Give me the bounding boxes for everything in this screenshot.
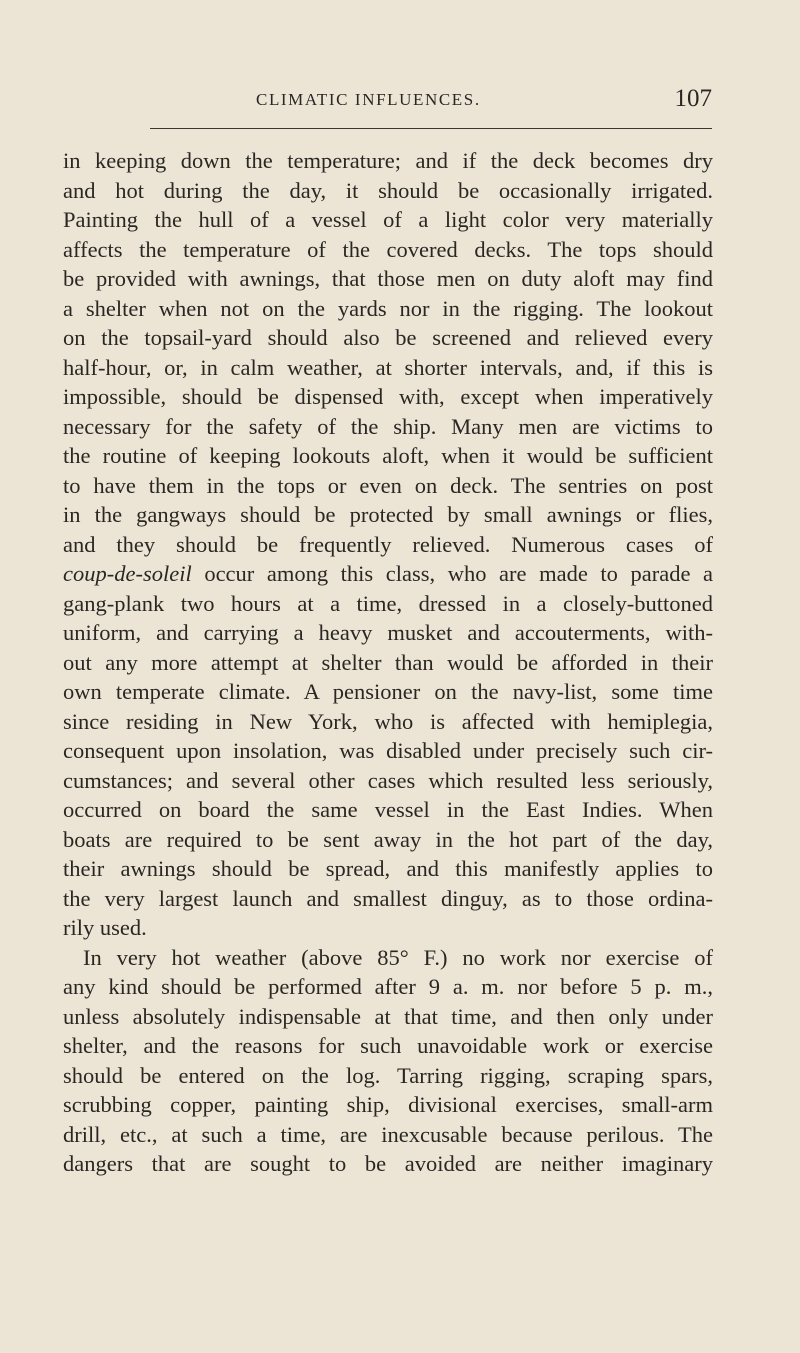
text-line: half-hour, or, in calm weather, at shorter intervals, and, if this is bbox=[63, 354, 713, 380]
text-line: impossible, should be dispensed with, except when imperatively bbox=[63, 384, 713, 409]
body-text bbox=[63, 146, 713, 1179]
text-line: the very largest launch and smallest dinguy, as to those ordina- bbox=[63, 885, 713, 911]
text-line: boats are required to be sent away in the hot part of the day, bbox=[63, 826, 713, 852]
text-line: the routine of keeping lookouts aloft, when it would be sufficient bbox=[63, 443, 713, 468]
text-line: on the topsail-yard should also be screened and relieved every bbox=[63, 325, 713, 350]
text-line: dangers that are sought to be avoided are neither imaginary bbox=[63, 1151, 713, 1176]
paragraph-end-line: rily used. bbox=[63, 915, 147, 940]
text-line: in the gangways should be protected by small awnings or flies, bbox=[63, 502, 713, 527]
text-line: any kind should be performed after 9 a. m. nor before 5 p. m., bbox=[63, 974, 713, 999]
text-line: drill, etc., at such a time, are inexcusable because perilous. The bbox=[63, 1121, 713, 1147]
text-line: Painting the hull of a vessel of a light color very materially bbox=[63, 207, 713, 232]
text-line: a shelter when not on the yards nor in the rigging. The lookout bbox=[63, 295, 713, 321]
text-line: scrubbing copper, painting ship, divisional exercises, small-arm bbox=[63, 1092, 713, 1117]
text-line: out any more attempt at shelter than would be afforded in their bbox=[63, 649, 713, 675]
running-head bbox=[150, 84, 712, 120]
text-line: since residing in New York, who is affected with hemiplegia, bbox=[63, 708, 713, 734]
text-line: cumstances; and several other cases which resulted less seriously, bbox=[63, 767, 713, 793]
text-line: unless absolutely indispensable at that time, and then only under bbox=[63, 1003, 713, 1029]
text-line: to have them in the tops or even on deck. The sentries on post bbox=[63, 472, 713, 498]
italic-term: coup-de-soleil bbox=[63, 561, 192, 586]
text-line: affects the temperature of the covered decks. The tops should bbox=[63, 236, 713, 262]
header-rule bbox=[150, 128, 712, 129]
text-line: in keeping down the temperature; and if the deck becomes dry bbox=[63, 148, 713, 173]
text-line: be provided with awnings, that those men on duty aloft may find bbox=[63, 266, 713, 291]
text-line: and they should be frequently relieved. Numerous cases of bbox=[63, 531, 713, 557]
text-line: own temperate climate. A pensioner on the navy-list, some time bbox=[63, 679, 713, 704]
text-line: and hot during the day, it should be occasionally irrigated. bbox=[63, 177, 713, 203]
text-line: should be entered on the log. Tarring rigging, scraping spars, bbox=[63, 1062, 713, 1088]
running-head-title: CLIMATIC INFLUENCES. bbox=[256, 90, 481, 109]
page-number: 107 bbox=[674, 85, 712, 112]
text-line: uniform, and carrying a heavy musket and accouterments, with- bbox=[63, 620, 713, 645]
text-line-remainder: occur among this class, who are made to parade a bbox=[204, 561, 714, 586]
text-line: consequent upon insolation, was disabled under precisely such cir- bbox=[63, 738, 713, 763]
text-line: necessary for the safety of the ship. Many men are victims to bbox=[63, 413, 713, 439]
text-line: their awnings should be spread, and this manifestly applies to bbox=[63, 856, 713, 881]
text-line: occurred on board the same vessel in the East Indies. When bbox=[63, 797, 713, 822]
text-line: gang-plank two hours at a time, dressed in a closely-buttoned bbox=[63, 590, 713, 616]
text-line-with-italic bbox=[63, 559, 713, 589]
paragraph-start-line: In very hot weather (above 85° F.) no work nor exercise of bbox=[83, 944, 713, 970]
text-line: shelter, and the reasons for such unavoidable work or exercise bbox=[63, 1033, 713, 1058]
